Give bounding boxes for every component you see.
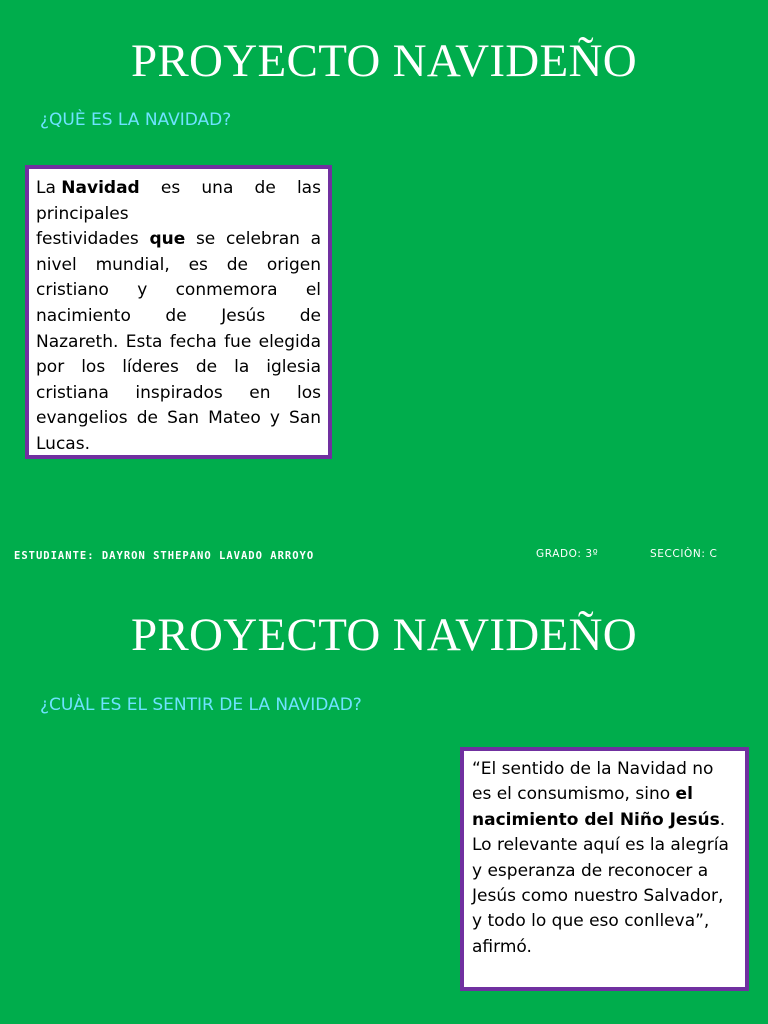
slide-2-question: ¿CUÀL ES EL SENTIR DE LA NAVIDAD? [40, 695, 362, 715]
section-label: SECCIÒN: C [650, 548, 718, 560]
navidad-quote-box: “El sentido de la Navidad no es el consumismo, sino el nacimiento del Niño Jesús. Lo relevante aquí es la alegría y esperanza de reconocer a Jesús como nuestro Salvador, y todo lo que eso conlleva”, afirmó. [460, 747, 749, 991]
navidad-definition-box [25, 165, 332, 459]
student-name: ESTUDIANTE: DAYRON STHEPANO LAVADO ARROYO [14, 550, 315, 562]
slide-1-question: ¿QUÈ ES LA NAVIDAD? [40, 110, 232, 130]
bold-nacimiento: el nacimiento del Niño Jesús [472, 784, 720, 830]
definition-line-2: principales [36, 203, 129, 224]
definition-first-line: La Navidad es una de las [36, 178, 321, 198]
bold-que: que [149, 229, 186, 250]
definition-body: festividades que se celebran a nivel mundial, es de origen cristiano y conmemora el nacimiento de Jesús de Nazareth. Esta fecha fue elegida por los líderes de la iglesia cristiana inspirados en los evangelios de San Mateo y San Lucas. [36, 229, 321, 454]
slide-2-title: PROYECTO NAVIDEÑO [130, 609, 638, 661]
grade-label: GRADO: 3º [536, 548, 599, 560]
slide-2 [0, 580, 768, 1024]
slide-1-title: PROYECTO NAVIDEÑO [130, 35, 638, 87]
bold-navidad: Navidad [61, 178, 140, 198]
